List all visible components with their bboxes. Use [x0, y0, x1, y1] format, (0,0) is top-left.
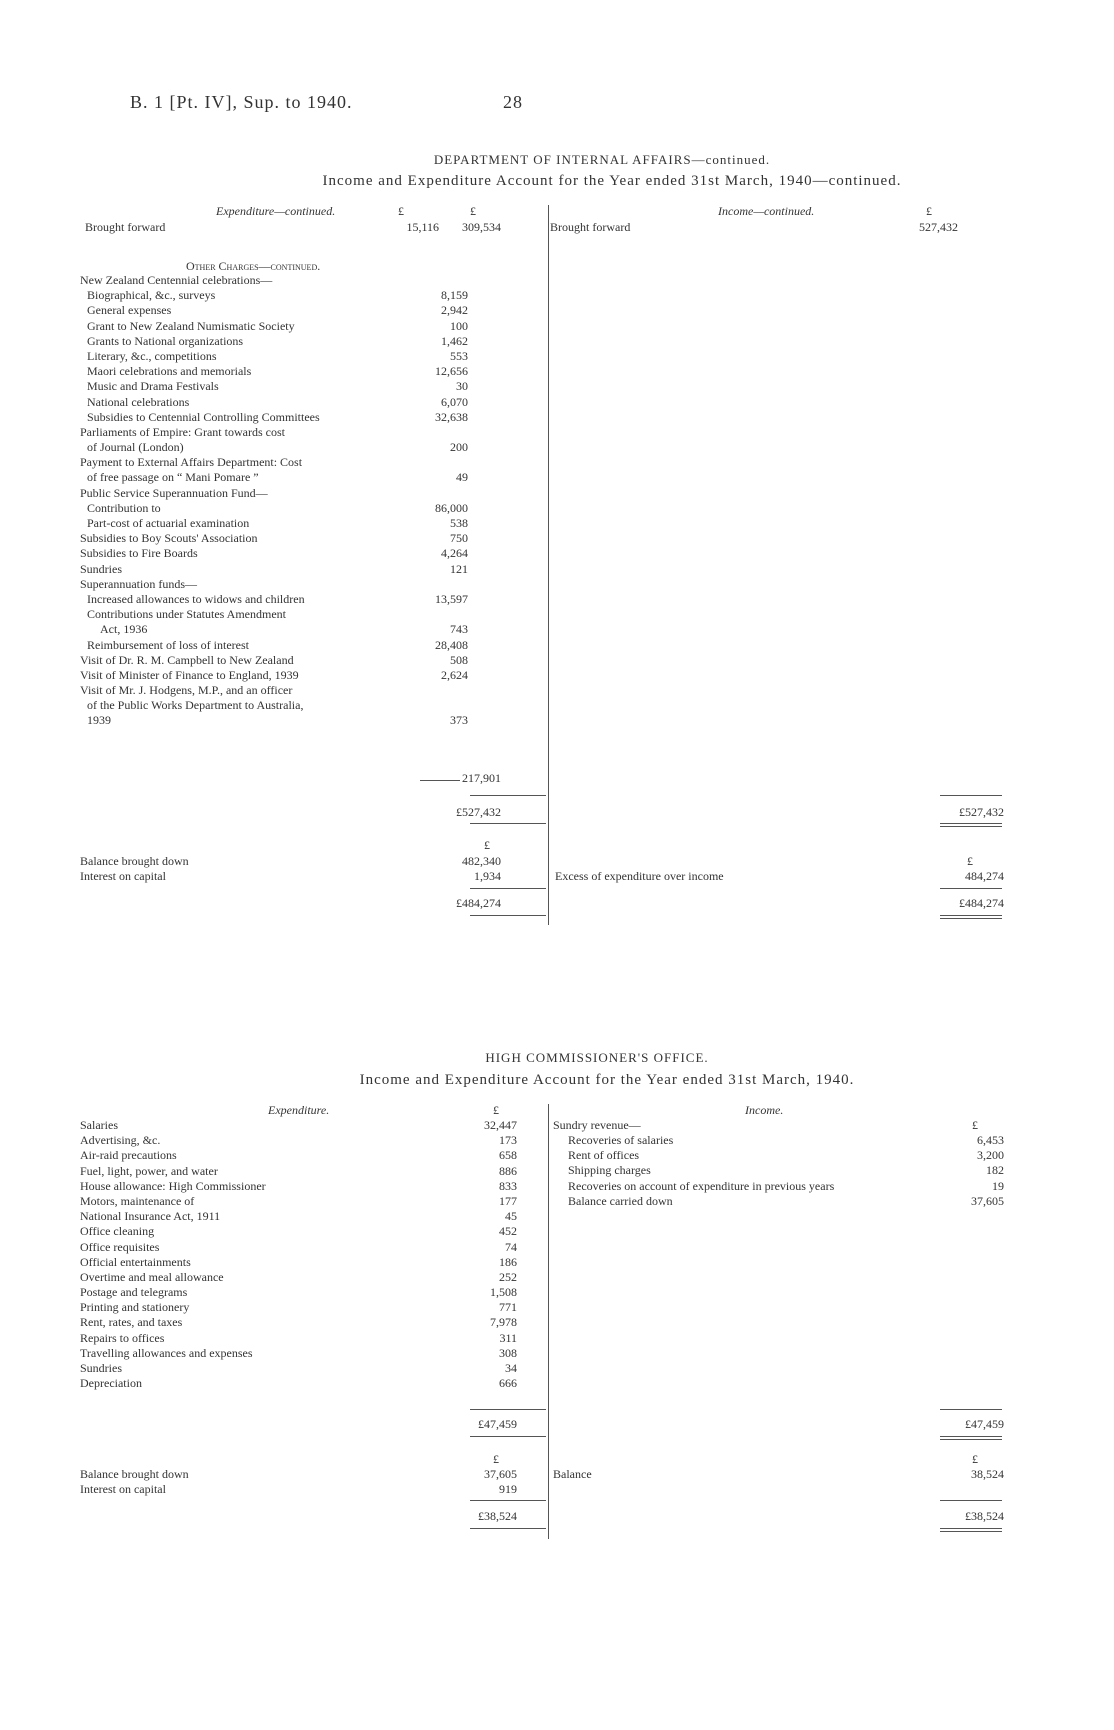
account-title: Income and Expenditure Account for the Year ended 31st March, 1940—continued. — [322, 173, 902, 189]
interest-on-capital-value: 919 — [499, 1482, 517, 1496]
income-heading: Income—continued. — [718, 204, 815, 218]
expenditure-line: Subsidies to Fire Boards — [80, 546, 198, 561]
expenditure-line: Reimbursement of loss of interest — [87, 637, 249, 652]
income-line: Recoveries of salaries — [568, 1133, 674, 1147]
expenditure-value: 13,597 — [435, 591, 468, 606]
expenditure-value: 743 — [450, 622, 468, 637]
expenditure-lines — [80, 273, 405, 729]
expenditure-value: 1,508 — [490, 1285, 517, 1300]
expenditure-value: 12,656 — [435, 364, 468, 379]
other-charges-total: 217,901 — [462, 771, 501, 785]
expenditure-value: 252 — [499, 1269, 517, 1284]
income-brought-forward-label: Brought forward — [550, 220, 631, 234]
expenditure-line: Advertising, &c. — [80, 1133, 161, 1148]
expenditure-line: Maori celebrations and memorials — [87, 364, 252, 379]
brought-forward-label: Brought forward — [85, 220, 166, 234]
expenditure-value: 30 — [456, 379, 468, 394]
total-rule — [940, 795, 1002, 796]
currency-symbol: £ — [493, 1103, 499, 1117]
interest-on-capital-label: Interest on capital — [80, 1482, 166, 1496]
expenditure-line: Depreciation — [80, 1376, 142, 1391]
total-double-rule — [470, 1528, 546, 1529]
income-heading: Income. — [745, 1103, 784, 1117]
expenditure-line: Literary, &c., competitions — [87, 348, 217, 363]
expenditure-line: Travelling allowances and expenses — [80, 1345, 253, 1360]
expenditure-line: of free passage on “ Mani Pomare ” — [87, 470, 259, 485]
expenditure-line: Contribution to — [87, 500, 161, 515]
page-number: 28 — [503, 92, 523, 112]
expenditure-line: Visit of Minister of Finance to England, 1939 — [80, 667, 299, 682]
expenditure-line: Grant to New Zealand Numismatic Society — [87, 318, 295, 333]
expenditure-line: Music and Drama Festivals — [87, 379, 219, 394]
expenditure-value: 28,408 — [435, 637, 468, 652]
currency-symbol: £ — [398, 204, 404, 218]
expenditure-line: Air-raid precautions — [80, 1148, 177, 1163]
income-line: Shipping charges — [568, 1163, 651, 1178]
expenditure-line: Office requisites — [80, 1239, 160, 1254]
expenditure-line: Parliaments of Empire: Grant towards cost — [80, 424, 285, 439]
expenditure-line: Payment to External Affairs Department: Cost — [80, 455, 303, 470]
income-value: 6,453 — [977, 1133, 1004, 1147]
expenditure-value — [410, 486, 468, 501]
expenditure-value — [410, 577, 468, 592]
expenditure-line: Sundries — [80, 561, 122, 576]
expenditure-value — [410, 273, 468, 288]
expenditure-value: 32,638 — [435, 409, 468, 424]
expenditure-value: 173 — [499, 1133, 517, 1148]
expenditure-value — [410, 607, 468, 622]
expenditure-line: Visit of Mr. J. Hodgens, M.P., and an officer — [80, 683, 293, 698]
account-title: Income and Expenditure Account for the Year ended 31st March, 1940. — [359, 1072, 855, 1088]
expenditure-value: 177 — [499, 1193, 517, 1208]
balance-label: Balance — [553, 1467, 592, 1481]
document-reference: B. 1 [Pt. IV], Sup. to 1940. — [130, 92, 353, 112]
expenditure-value: 886 — [499, 1163, 517, 1178]
expenditure-line: Subsidies to Boy Scouts' Association — [80, 531, 258, 546]
expenditure-line: Printing and stationery — [80, 1300, 190, 1315]
expenditure-line: National celebrations — [87, 394, 190, 409]
total-double-rule — [470, 1436, 546, 1437]
expenditure-value: 373 — [450, 713, 468, 728]
expenditure-line: of the Public Works Department to Australia, — [87, 698, 304, 713]
expenditure-line: Rent, rates, and taxes — [80, 1315, 183, 1330]
final-total-left: £38,524 — [478, 1509, 517, 1523]
interest-on-capital-label: Interest on capital — [80, 869, 166, 883]
expenditure-value: 45 — [505, 1209, 517, 1224]
expenditure-line: Motors, maintenance of — [80, 1193, 195, 1208]
expenditure-value: 452 — [499, 1224, 517, 1239]
income-values — [944, 1133, 1004, 1209]
grand-total-right: £527,432 — [959, 805, 1004, 819]
expenditure-value: 186 — [499, 1254, 517, 1269]
expenditure-value: 49 — [456, 470, 468, 485]
total-left: £47,459 — [478, 1417, 517, 1431]
balance-brought-down-label: Balance brought down — [80, 1467, 189, 1481]
expenditure-line: National Insurance Act, 1911 — [80, 1209, 221, 1224]
income-brought-forward-value: 527,432 — [919, 220, 958, 234]
expenditure-line: Overtime and meal allowance — [80, 1269, 224, 1284]
expenditure-line: General expenses — [87, 303, 172, 318]
expenditure-line: Salaries — [80, 1118, 118, 1132]
balance-value: 38,524 — [971, 1467, 1004, 1481]
expenditure-value: 200 — [450, 440, 468, 455]
expenditure-value: 1,462 — [441, 333, 468, 348]
expenditure-line: Subsidies to Centennial Controlling Committees — [87, 409, 320, 424]
expenditure-value: 32,447 — [484, 1118, 517, 1132]
final-total-right: £484,274 — [959, 896, 1004, 910]
total-rule — [470, 1500, 546, 1501]
total-double-rule — [470, 915, 546, 916]
expenditure-value: 308 — [499, 1345, 517, 1360]
income-value: 19 — [992, 1178, 1004, 1193]
expenditure-line: Public Service Superannuation Fund— — [80, 485, 268, 500]
income-value: 37,605 — [971, 1193, 1004, 1208]
expenditure-line: Biographical, &c., surveys — [87, 288, 216, 303]
expenditure-value: 538 — [450, 516, 468, 530]
brought-forward-col1: 15,116 — [406, 220, 439, 234]
expenditure-value: 553 — [450, 348, 468, 363]
expenditure-value: 833 — [499, 1178, 517, 1193]
expenditure-value: 4,264 — [441, 546, 468, 561]
total-double-rule — [940, 826, 1002, 827]
excess-value: 484,274 — [965, 869, 1004, 883]
total-rule — [470, 888, 546, 889]
final-total-right: £38,524 — [965, 1509, 1004, 1523]
total-rule — [940, 1500, 1002, 1501]
currency-symbol: £ — [972, 1118, 978, 1132]
expenditure-line: Superannuation funds— — [80, 576, 197, 591]
expenditure-heading: Expenditure—continued. — [216, 204, 336, 218]
currency-symbol: £ — [493, 1452, 499, 1466]
expenditure-value: 8,159 — [441, 288, 468, 303]
expenditure-value: 771 — [499, 1300, 517, 1315]
expenditure-line: Visit of Dr. R. M. Campbell to New Zealand — [80, 652, 294, 667]
expenditure-line: Part-cost of actuarial examination — [87, 516, 250, 530]
total-double-rule — [940, 823, 1002, 824]
expenditure-values — [410, 273, 468, 729]
expenditure-heading: Expenditure. — [268, 1103, 330, 1117]
expenditure-value: 6,070 — [441, 394, 468, 409]
income-value: 3,200 — [977, 1148, 1004, 1163]
income-line: Recoveries on account of expenditure in previous years — [568, 1178, 835, 1193]
expenditure-value: 2,624 — [441, 667, 468, 682]
currency-symbol: £ — [470, 204, 476, 218]
total-rule — [940, 1409, 1002, 1410]
column-divider — [548, 205, 549, 925]
expenditure-value: 7,978 — [490, 1315, 517, 1330]
expenditure-value: 750 — [450, 531, 468, 546]
expenditure-value: 2,942 — [441, 303, 468, 318]
expenditure-values — [455, 1118, 517, 1391]
expenditure-value: 508 — [450, 652, 468, 667]
total-double-rule — [940, 1439, 1002, 1440]
column-divider — [548, 1104, 549, 1539]
total-double-rule — [940, 918, 1002, 919]
department-title: HIGH COMMISSIONER'S OFFICE. — [485, 1050, 709, 1065]
total-rule — [470, 795, 546, 796]
expenditure-value — [410, 425, 468, 440]
expenditure-line: Office cleaning — [80, 1224, 155, 1239]
expenditure-line: Postage and telegrams — [80, 1285, 188, 1300]
expenditure-line: Increased allowances to widows and children — [87, 591, 305, 606]
final-total-left: £484,274 — [456, 896, 501, 910]
expenditure-value — [410, 683, 468, 698]
total-double-rule — [940, 1436, 1002, 1437]
expenditure-line: House allowance: High Commissioner — [80, 1178, 266, 1193]
total-double-rule — [940, 1528, 1002, 1529]
expenditure-value: 311 — [499, 1330, 517, 1345]
expenditure-value — [410, 455, 468, 470]
expenditure-value: 34 — [505, 1361, 517, 1375]
balance-brought-down-value: 37,605 — [484, 1467, 517, 1481]
income-value: 182 — [986, 1163, 1004, 1178]
currency-symbol: £ — [967, 854, 973, 868]
total-rule — [470, 1409, 546, 1410]
expenditure-line: Repairs to offices — [80, 1330, 165, 1345]
expenditure-line: Contributions under Statutes Amendment — [87, 607, 286, 622]
expenditure-line: Act, 1936 — [100, 622, 148, 637]
expenditure-value: 74 — [505, 1239, 517, 1254]
expenditure-value: 100 — [450, 318, 468, 333]
excess-label: Excess of expenditure over income — [555, 869, 724, 883]
interest-on-capital-value: 1,934 — [474, 869, 501, 883]
total-rule — [940, 888, 1002, 889]
income-lines — [568, 1133, 943, 1209]
currency-symbol: £ — [926, 204, 932, 218]
balance-brought-down-label: Balance brought down — [80, 854, 189, 868]
expenditure-value: 121 — [450, 561, 468, 576]
expenditure-value — [410, 698, 468, 713]
expenditure-line: 1939 — [87, 713, 111, 728]
expenditure-line: Sundries — [80, 1361, 122, 1375]
total-double-rule — [940, 915, 1002, 916]
department-title: DEPARTMENT OF INTERNAL AFFAIRS—continued. — [433, 152, 771, 167]
brought-forward-col2: 309,534 — [462, 220, 501, 234]
balance-brought-down-value: 482,340 — [462, 854, 501, 868]
expenditure-line: of Journal (London) — [87, 440, 184, 455]
expenditure-line: Grants to National organizations — [87, 333, 244, 348]
grand-total-left: £527,432 — [456, 805, 501, 819]
total-right: £47,459 — [965, 1417, 1004, 1431]
expenditure-line: New Zealand Centennial celebrations— — [80, 273, 273, 287]
other-charges-heading: Other Charges—continued. — [186, 259, 321, 273]
income-line: Rent of offices — [568, 1148, 640, 1163]
expenditure-value: 666 — [499, 1376, 517, 1391]
expenditure-line: Fuel, light, power, and water — [80, 1163, 218, 1178]
expenditure-line: Official entertainments — [80, 1254, 191, 1269]
expenditure-value: 86,000 — [435, 500, 468, 515]
total-double-rule — [940, 1531, 1002, 1532]
total-double-rule — [470, 823, 546, 824]
income-sundry-label: Sundry revenue— — [553, 1118, 641, 1132]
currency-symbol: £ — [972, 1452, 978, 1466]
income-line: Balance carried down — [568, 1193, 673, 1208]
expenditure-value: 658 — [499, 1148, 517, 1163]
currency-symbol: £ — [484, 838, 490, 852]
expenditure-lines — [80, 1118, 460, 1391]
